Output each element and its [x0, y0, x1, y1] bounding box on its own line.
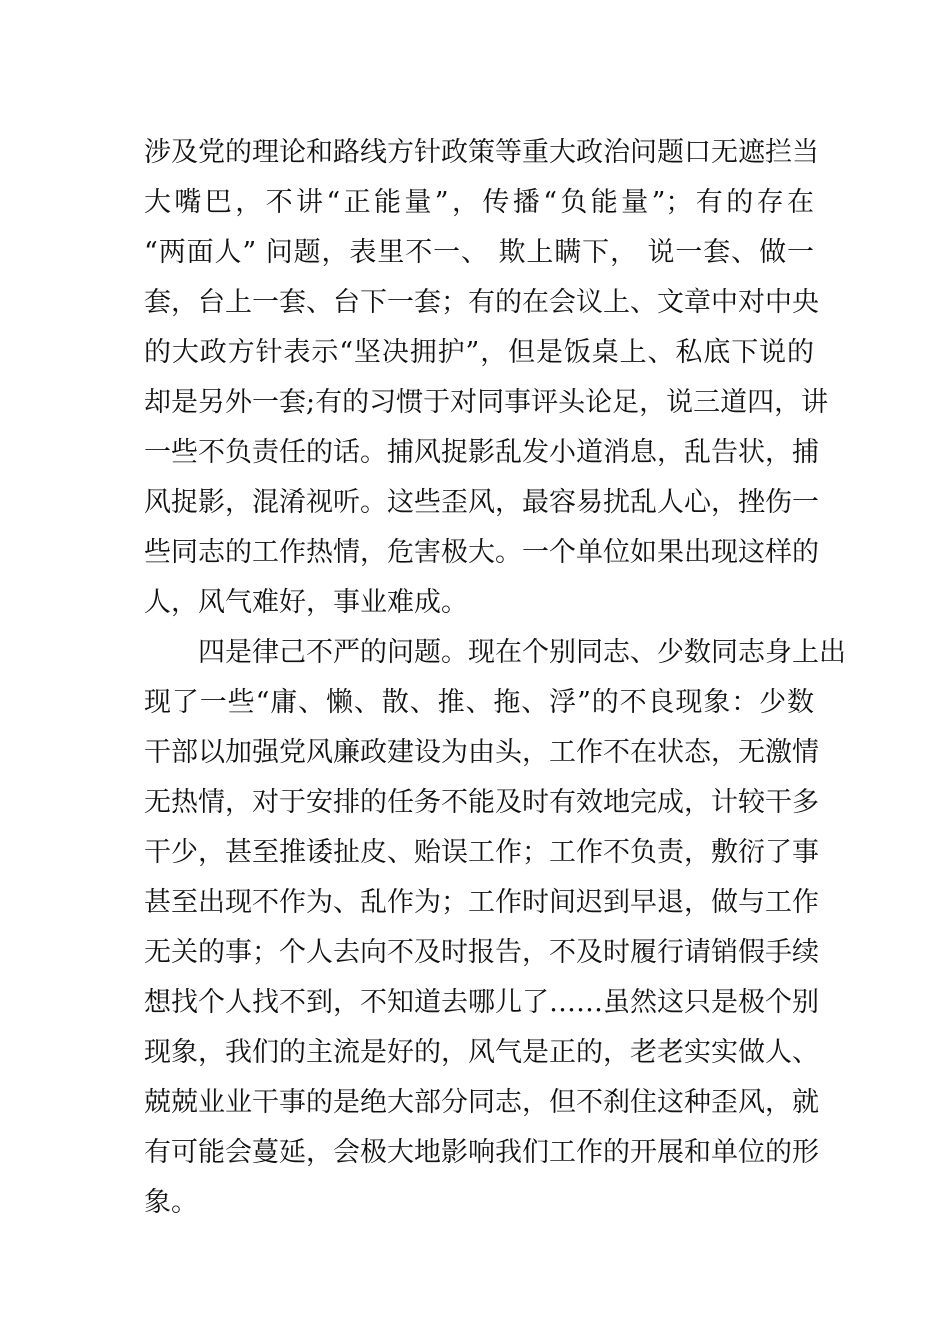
text-line: 现象，我们的主流是好的，风气是正的，老老实实做人、: [144, 1037, 819, 1068]
text-line: 甚至出现不作为、乱作为；工作时间迟到早退，做与工作: [144, 887, 819, 918]
text-line: 现了一些“庸、懒、散、推、拖、浮”的不良现象：少数: [144, 687, 814, 718]
text-line: 却是另外一套;有的习惯于对同事评头论足，说三道四，讲: [144, 387, 829, 418]
text-line: 无关的事；个人去向不及时报告，不及时履行请销假手续: [144, 937, 819, 968]
text-line: 的大政方针表示“坚决拥护”，但是饭桌上、私底下说的: [144, 337, 814, 368]
text-line: 套，台上一套、台下一套；有的在会议上、文章中对中央: [144, 287, 819, 318]
text-line: 象。: [144, 1187, 198, 1218]
text-line: 人，风气难好，事业难成。: [144, 587, 468, 618]
text-line: 干部以加强党风廉政建设为由头，工作不在状态，无激情: [144, 737, 819, 768]
text-line: 有可能会蔓延，会极大地影响我们工作的开展和单位的形: [144, 1137, 819, 1168]
text-line: 四是律己不严的问题。现在个别同志、少数同志身上出: [198, 637, 846, 668]
text-line: 涉及党的理论和路线方针政策等重大政治问题口无遮拦当: [144, 137, 819, 168]
text-line: 大嘴巴，不讲“正能量”，传播“负能量”；有的存在: [144, 187, 814, 218]
text-line: 兢兢业业干事的是绝大部分同志，但不刹住这种歪风，就: [144, 1087, 819, 1118]
document-body: [144, 128, 846, 1228]
paragraph-2: [144, 628, 846, 1228]
text-line: 想找个人找不到，不知道去哪儿了……虽然这只是极个别: [144, 987, 819, 1018]
text-line: 一些不负责任的话。捕风捉影乱发小道消息，乱告状，捕: [144, 437, 819, 468]
text-line: “两面人” 问题，表里不一、 欺上瞒下， 说一套、做一: [144, 237, 814, 268]
text-line: 无热情，对于安排的任务不能及时有效地完成，计较干多: [144, 787, 819, 818]
text-line: 风捉影，混淆视听。这些歪风，最容易扰乱人心，挫伤一: [144, 487, 819, 518]
paragraph-1: [144, 128, 829, 628]
text-line: 些同志的工作热情，危害极大。一个单位如果出现这样的: [144, 537, 819, 568]
text-line: 干少，甚至推诿扯皮、贻误工作；工作不负责，敷衍了事: [144, 837, 819, 868]
